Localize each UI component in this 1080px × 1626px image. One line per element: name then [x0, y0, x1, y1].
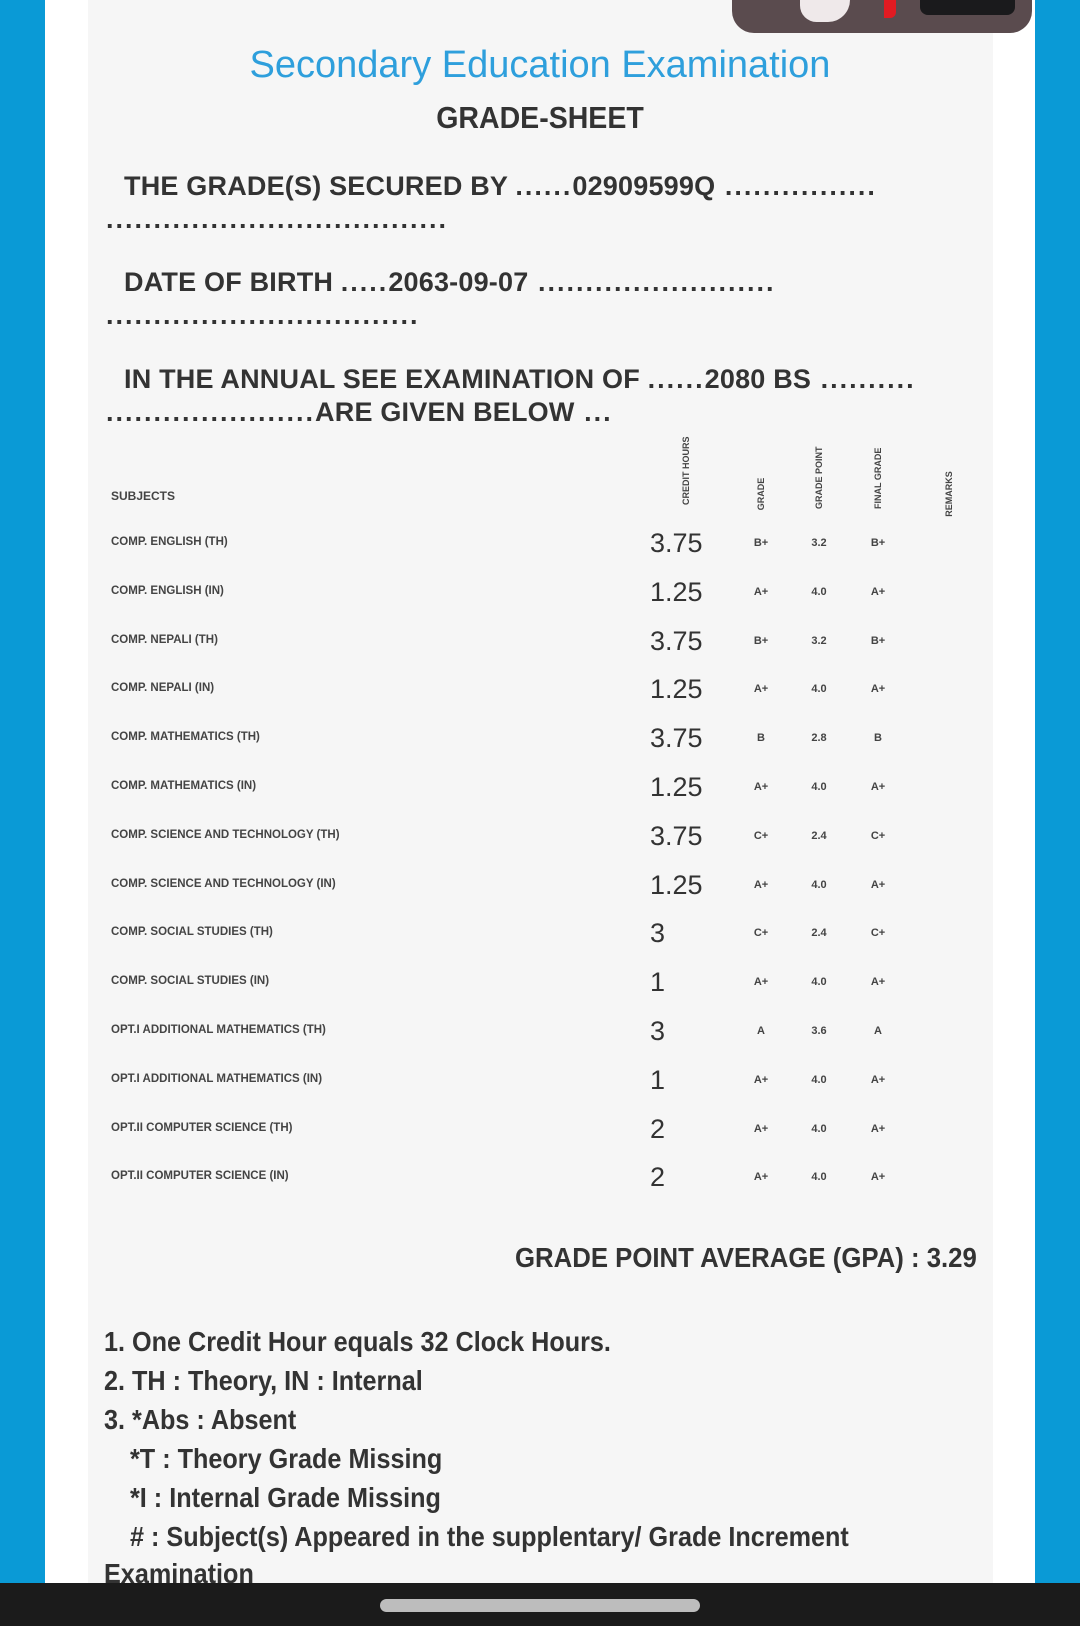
grade-point-cell: 4.0 [811, 1122, 827, 1135]
subject-cell: COMP. SOCIAL STUDIES (TH) [111, 926, 273, 939]
dotted-line: .................................... [106, 204, 449, 234]
subject-cell: COMP. ENGLISH (IN) [111, 584, 224, 597]
grade-point-cell: 3.2 [811, 634, 827, 647]
final-grade-cell: A+ [870, 683, 886, 696]
subject-cell: OPT.II COMPUTER SCIENCE (TH) [111, 1121, 293, 1134]
dob-label: DATE OF BIRTH [124, 267, 334, 297]
credit-hours-cell: 1.25 [650, 674, 703, 705]
table-row [0, 918, 1080, 948]
secured-by-label: THE GRADE(S) SECURED BY [124, 171, 508, 201]
credit-hours-cell: 3.75 [650, 723, 703, 754]
subject-cell: OPT.II COMPUTER SCIENCE (IN) [111, 1170, 289, 1183]
credit-hours-cell: 3.75 [650, 820, 703, 851]
final-grade-cell: B+ [870, 634, 886, 647]
table-row [0, 674, 1080, 704]
exam-title: Secondary Education Examination [249, 44, 831, 86]
subject-cell: OPT.I ADDITIONAL MATHEMATICS (IN) [111, 1072, 323, 1085]
final-grade-cell: A+ [870, 781, 886, 793]
credit-hours-cell: 1 [650, 967, 666, 998]
table-row [0, 1065, 1080, 1095]
final-grade-cell: B+ [870, 537, 886, 549]
given-below-text: ARE GIVEN BELOW [315, 397, 575, 427]
gpa-line [515, 1242, 977, 1274]
subject-cell: OPT.I ADDITIONAL MATHEMATICS (TH) [111, 1024, 326, 1036]
credit-hours-cell: 1 [650, 1064, 666, 1095]
grade-header: GRADE [756, 477, 766, 511]
subject-cell: COMP. NEPALI (IN) [111, 682, 215, 695]
table-row [0, 821, 1080, 851]
note-7: Examination [104, 1558, 254, 1583]
credit-hours-cell: 3 [650, 1016, 666, 1046]
final-grade-cell: A+ [870, 878, 886, 891]
final-grade-header: FINAL GRADE [873, 447, 883, 509]
grade-cell: A+ [753, 1073, 769, 1086]
grade-cell: A+ [753, 781, 769, 793]
table-row [0, 626, 1080, 656]
final-grade-cell: A+ [870, 585, 886, 598]
grade-cell: C+ [753, 829, 769, 842]
credit-hours-cell: 3.75 [650, 528, 703, 558]
grade-point-cell: 3.6 [811, 1025, 827, 1037]
table-row [0, 1162, 1080, 1192]
grade-point-cell: 4.0 [811, 683, 827, 696]
table-row [0, 1114, 1080, 1144]
table-row [0, 870, 1080, 900]
subject-cell: COMP. ENGLISH (TH) [111, 536, 228, 548]
subject-cell: COMP. NEPALI (TH) [111, 633, 218, 646]
final-grade-cell: A+ [870, 1171, 886, 1184]
home-indicator[interactable] [380, 1599, 700, 1612]
note-3: 3. *Abs : Absent [104, 1404, 297, 1435]
table-row [0, 528, 1080, 558]
final-grade-cell: A+ [870, 1122, 886, 1135]
grade-cell: A+ [753, 1122, 769, 1135]
secured-by-line: THE GRADE(S) SECURED BY ......02909599Q ................ [124, 171, 877, 201]
grade-cell: A+ [753, 976, 769, 989]
grade-point-cell: 3.2 [811, 537, 827, 549]
grade-point-cell: 4.0 [811, 781, 827, 793]
table-row [0, 577, 1080, 607]
grade-cell: B+ [753, 634, 769, 647]
overlay-button[interactable] [920, 0, 1015, 15]
subjects-header: SUBJECTS [111, 489, 176, 503]
credit-hours-cell: 3 [650, 918, 666, 949]
grade-point-cell: 4.0 [811, 1073, 827, 1086]
final-grade-cell: C+ [870, 927, 886, 940]
dob-value: 2063-09-07 [388, 267, 529, 297]
final-grade-cell: A [874, 1025, 882, 1037]
credit-hours-cell: 3.75 [650, 625, 703, 656]
symbol-number: 02909599Q [572, 171, 716, 201]
grade-point-cell: 4.0 [811, 976, 827, 989]
credit-hours-header: CREDIT HOURS [681, 436, 691, 505]
grade-point-header: GRADE POINT [814, 446, 824, 509]
note-6: # : Subject(s) Appeared in the supplentary/ Grade Increment [130, 1521, 849, 1552]
grade-point-cell: 4.0 [811, 878, 827, 891]
grade-point-cell: 2.8 [811, 732, 827, 745]
credit-hours-cell: 1.25 [650, 576, 703, 607]
grade-cell: A [757, 1025, 765, 1037]
subject-cell: COMP. MATHEMATICS (TH) [111, 731, 260, 744]
final-grade-cell: C+ [870, 829, 886, 842]
sheet-subtitle: GRADE-SHEET [436, 100, 644, 135]
gpa-value: 3.29 [926, 1242, 977, 1273]
note-1: 1. One Credit Hour equals 32 Clock Hours. [104, 1326, 611, 1357]
dob-line: DATE OF BIRTH .....2063-09-07 ......................... [124, 267, 776, 297]
grade-cell: B [757, 732, 765, 745]
note-4: *T : Theory Grade Missing [130, 1443, 443, 1474]
grade-point-cell: 4.0 [811, 585, 827, 598]
table-row [0, 772, 1080, 802]
table-row [0, 723, 1080, 753]
table-row [0, 1016, 1080, 1046]
subject-cell: COMP. SCIENCE AND TECHNOLOGY (IN) [111, 877, 336, 890]
credit-hours-cell: 1.25 [650, 772, 703, 802]
grade-point-cell: 2.4 [811, 829, 827, 842]
dotted-line: ................................. [106, 300, 420, 330]
grade-cell: A+ [753, 585, 769, 598]
grade-cell: C+ [753, 927, 769, 940]
grade-cell: A+ [753, 878, 769, 891]
grade-cell: A+ [753, 1171, 769, 1184]
grade-cell: B+ [753, 537, 769, 549]
grade-point-cell: 4.0 [811, 1171, 827, 1184]
remarks-header: REMARKS [944, 471, 954, 517]
grade-point-cell: 2.4 [811, 927, 827, 940]
gpa-label: GRADE POINT AVERAGE (GPA) : [515, 1242, 920, 1273]
credit-hours-cell: 2 [650, 1162, 666, 1193]
final-grade-cell: A+ [870, 1073, 886, 1086]
final-grade-cell: A+ [870, 976, 886, 989]
overlay-red-mark [884, 0, 896, 18]
exam-year: 2080 BS [704, 364, 812, 394]
subject-cell: COMP. SOCIAL STUDIES (IN) [111, 975, 270, 988]
grade-cell: A+ [753, 683, 769, 696]
subject-cell: COMP. MATHEMATICS (IN) [111, 780, 257, 792]
credit-hours-cell: 1.25 [650, 869, 703, 900]
exam-line: IN THE ANNUAL SEE EXAMINATION OF ......2080 BS .......... [124, 364, 916, 394]
given-below-line: ......................ARE GIVEN BELOW ... [106, 397, 613, 427]
subject-cell: COMP. SCIENCE AND TECHNOLOGY (TH) [111, 828, 340, 841]
note-2: 2. TH : Theory, IN : Internal [104, 1365, 423, 1396]
note-5: *I : Internal Grade Missing [130, 1482, 441, 1513]
credit-hours-cell: 2 [650, 1113, 666, 1144]
final-grade-cell: B [874, 732, 882, 745]
exam-label: IN THE ANNUAL SEE EXAMINATION OF [124, 364, 640, 394]
table-row [0, 967, 1080, 997]
